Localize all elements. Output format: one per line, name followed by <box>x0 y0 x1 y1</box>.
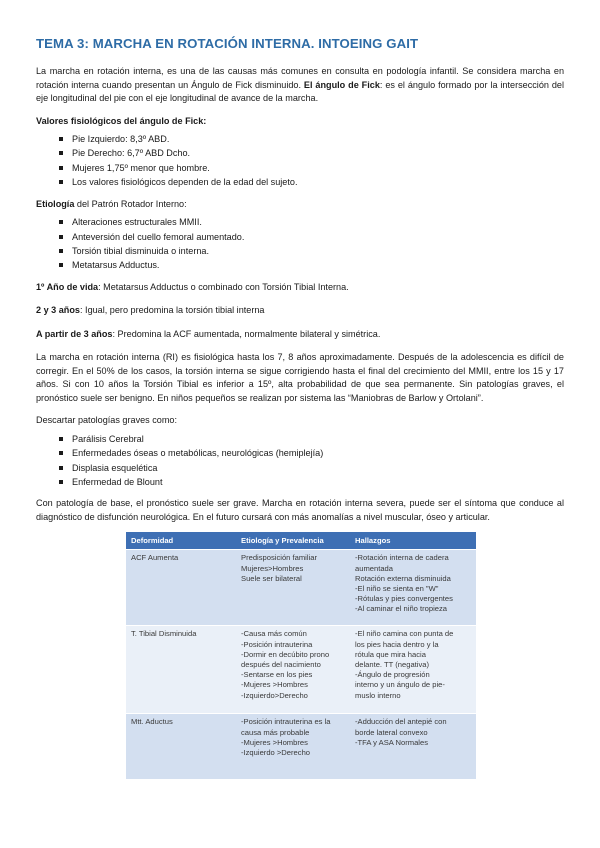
table-cell-etiology <box>236 626 350 714</box>
age-line-3 <box>36 328 564 342</box>
age-line-2 <box>36 304 564 318</box>
cell-line: los pies hacia dentro y la <box>355 639 439 649</box>
intro-text-2: : es el ángulo formado por la intersección del eje longitudinal del pie con el eje longitudinal de avance de la marcha. <box>36 79 564 103</box>
cell-line: muslo interno <box>355 690 401 700</box>
table-cell-findings <box>350 550 476 626</box>
etiology-heading <box>36 198 564 212</box>
cell-line: Suele ser bilateral <box>241 573 302 583</box>
table-header-cell: Etiología y Prevalencia <box>236 532 350 550</box>
table-header-cell: Deformidad <box>126 532 236 550</box>
cell-line: -Sentarse en los pies <box>241 670 313 680</box>
cell-line: -Ángulo de progresión <box>355 670 430 680</box>
cell-line: delante. TT (negativa) <box>355 659 430 669</box>
cell-line: -Mujeres >Hombres <box>241 737 308 747</box>
list-item: Anteversión del cuello femoral aumentado. <box>59 230 564 244</box>
cell-line: -El niño se sienta en "W" <box>355 583 439 593</box>
table-cell-deformity: Mtt. Aductus <box>126 714 236 780</box>
cell-line: -TFA y ASA Normales <box>355 737 429 747</box>
list-item: Mujeres 1,75º menor que hombre. <box>59 161 564 175</box>
intro-paragraph <box>36 65 564 106</box>
values-list <box>36 132 564 190</box>
list-item: Parálisis Cerebral <box>59 432 564 446</box>
intro-text: La marcha en rotación interna, es una de las causas más comunes en consulta en podología infantil. Se considera marcha en rotación interna cuando presentan un Ángulo de Fick disminuido. <box>36 66 564 90</box>
list-item: Displasia esquelética <box>59 461 564 475</box>
age-line-1 <box>36 281 564 295</box>
cell-line: -Izquierdo >Derecho <box>241 747 311 757</box>
list-item: Pie Izquierdo: 8,3º ABD. <box>59 132 564 146</box>
cell-line: -El niño camina con punta de <box>355 629 454 639</box>
table-cell-etiology <box>236 714 350 780</box>
list-item: Enfermedad de Blount <box>59 475 564 489</box>
cell-line: -Causa más común <box>241 629 307 639</box>
list-item: Metatarsus Adductus. <box>59 258 564 272</box>
cell-line: causa más probable <box>241 727 310 737</box>
discard-heading: Descartar patologías graves como: <box>36 415 178 426</box>
age-text: : Predomina la ACF aumentada, normalmente bilateral y simétrica. <box>112 328 381 339</box>
cell-line: interno y un ángulo de pie- <box>355 680 445 690</box>
cell-line: borde lateral convexo <box>355 727 428 737</box>
list-item: Alteraciones estructurales MMII. <box>59 215 564 229</box>
cell-line: rótula que mira hacia <box>355 649 426 659</box>
age-text: : Metatarsus Adductus o combinado con Torsión Tibial Interna. <box>98 281 349 292</box>
cell-line: -Dormir en decúbito prono <box>241 649 330 659</box>
table-row <box>126 714 476 780</box>
cell-line: aumentada <box>355 563 393 573</box>
cell-line: -Al caminar el niño tropieza <box>355 604 448 614</box>
table-cell-findings <box>350 714 476 780</box>
etiology-list <box>36 215 564 273</box>
table-cell-findings <box>350 626 476 714</box>
list-item: Enfermedades óseas o metabólicas, neurológicas (hemiplejía) <box>59 446 564 460</box>
cell-line: -Rotación interna de cadera <box>355 553 449 563</box>
cell-line: -Adducción del antepié con <box>355 717 447 727</box>
cell-line: Mujeres>Hombres <box>241 563 304 573</box>
list-item: Torsión tibial disminuida o interna. <box>59 244 564 258</box>
age-label: 2 y 3 años <box>36 305 80 316</box>
age-text: : Igual, pero predomina la torsión tibial interna <box>79 305 265 316</box>
etiology-heading-text: del Patrón Rotador Interno: <box>74 198 187 209</box>
rotation-paragraph: La marcha en rotación interna (RI) es fisiológica hasta los 7, 8 años aproximadamente. Después de la adolescencia es difícil de corregir. En el 50% de los casos, la torsión interna se sigue corrigiendo hasta el final del crecimiento del MMII, entre los 15 y 17 años. Si con 10 años la Torsión Tibial es inferior a 15º, alta probabilidad de que sea permanente. Sin patologías graves, el pronóstico suele ser benigno. En niños pequeños se realizan por sistema las “Maniobras de Barlow y Ortolani”. <box>36 352 564 403</box>
list-item: Los valores fisiológicos dependen de la edad del sujeto. <box>59 175 564 189</box>
cell-line: -Posición intrauterina <box>241 639 313 649</box>
table-header-cell: Hallazgos <box>350 532 476 550</box>
cell-line: Rotación externa disminuida <box>355 573 451 583</box>
intro-bold-term: El ángulo de Fick <box>303 79 380 90</box>
table-row <box>126 550 476 626</box>
cell-line: -Posición intrauterina es la <box>241 717 331 727</box>
etiology-heading-bold: Etiología <box>36 198 75 209</box>
list-item: Pie Derecho: 6,7º ABD Dcho. <box>59 146 564 160</box>
cell-line: -Rótulas y pies convergentes <box>355 594 453 604</box>
discard-list <box>36 432 564 490</box>
table-cell-deformity: ACF Aumenta <box>126 550 236 626</box>
values-heading: Valores fisiológicos del ángulo de Fick: <box>36 115 207 126</box>
table-row <box>126 626 476 714</box>
age-label: A partir de 3 años <box>36 328 113 339</box>
table-header-row <box>126 532 476 550</box>
page-title: TEMA 3: MARCHA EN ROTACIÓN INTERNA. INTOEING GAIT <box>36 36 419 51</box>
cell-line: -Izquierdo>Derecho <box>241 690 308 700</box>
cell-line: después del nacimiento <box>241 659 321 669</box>
table-cell-etiology <box>236 550 350 626</box>
table-cell-deformity: T. Tibial Disminuida <box>126 626 236 714</box>
cell-line: Predisposición familiar <box>241 553 317 563</box>
deformity-table <box>126 532 476 779</box>
prognosis-paragraph: Con patología de base, el pronóstico suele ser grave. Marcha en rotación interna severa, puede ser el síntoma que conduce al diagnóstico de disfunción neurológica. En el futuro cursará con más anomalías a nivel muscular, óseo y articular. <box>36 498 564 522</box>
age-label: 1º Año de vida <box>36 281 99 292</box>
cell-line: -Mujeres >Hombres <box>241 680 308 690</box>
